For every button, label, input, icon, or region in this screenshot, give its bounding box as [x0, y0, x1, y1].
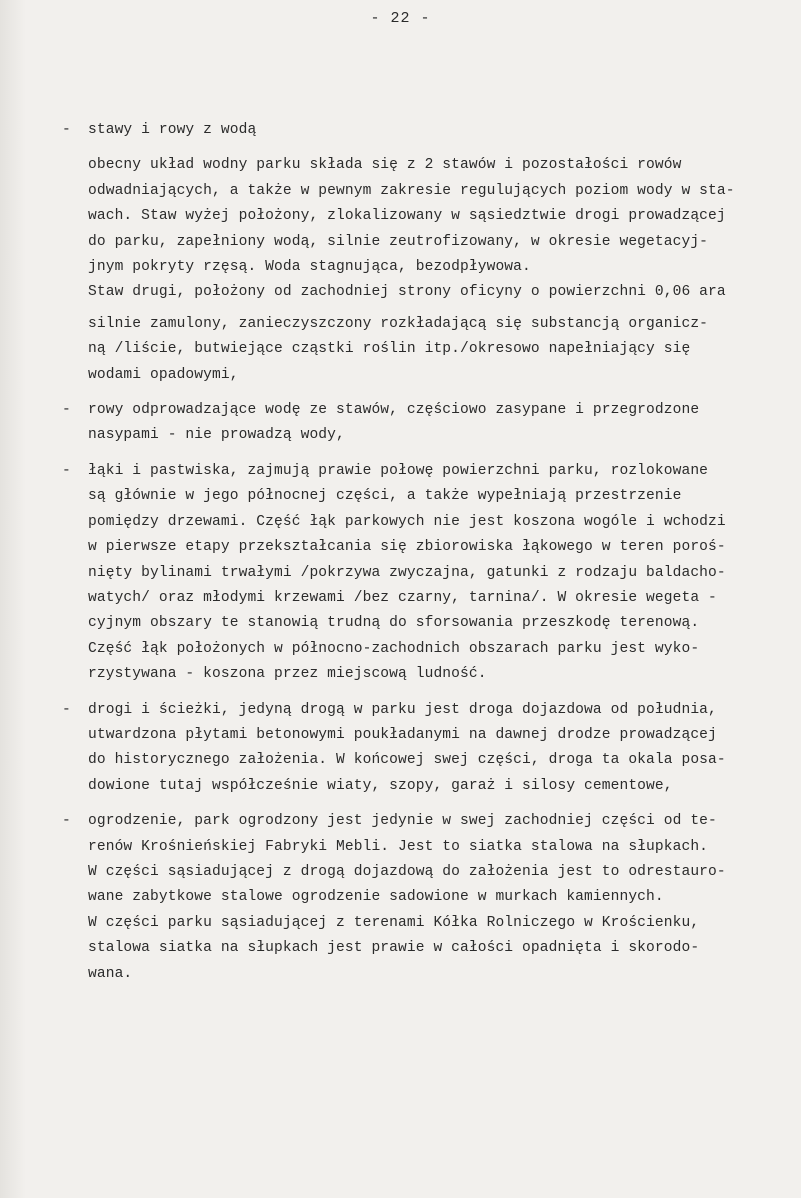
section-ditches	[62, 398, 776, 449]
page-number: - 22 -	[370, 10, 431, 27]
bullet-dash: -	[62, 462, 71, 479]
text-line: obecny układ wodny parku składa się z 2 stawów i pozostałości rowów	[88, 157, 682, 174]
document-body	[62, 118, 776, 987]
text-line: wach. Staw wyżej położony, zlokalizowany w sąsiedztwie drogi prowadzącej	[88, 208, 726, 225]
section-roads	[62, 698, 776, 800]
bullet-dash: -	[62, 813, 71, 830]
text-line: wodami opadowymi,	[88, 366, 239, 383]
section-heading: stawy i rowy z wodą	[88, 122, 257, 138]
section-fence	[62, 809, 776, 987]
text-line: nasypami - nie prowadzą wody,	[88, 427, 345, 444]
text-line: drogi i ścieżki, jedyną drogą w parku jest droga dojazdowa od południa,	[88, 701, 717, 718]
text-line: w pierwsze etapy przekształcania się zbiorowiska łąkowego w teren poroś-	[88, 539, 726, 556]
text-line: wana.	[88, 965, 133, 982]
text-line: Część łąk położonych w północno-zachodnich obszarach parku jest wyko-	[88, 640, 700, 657]
text-line: utwardzona płytami betonowymi poukładanymi na dawnej drodze prowadzącej	[88, 726, 717, 743]
text-line: W części sąsiadującej z drogą dojazdową do założenia jest to odrestauro-	[88, 863, 726, 880]
text-line: nięty bylinami trwałymi /pokrzywa zwyczajna, gatunki z rodzaju baldacho-	[88, 564, 726, 581]
section-ponds	[62, 118, 776, 388]
text-line: watych/ oraz młodymi krzewami /bez czarny, tarnina/. W okresie wegeta -	[88, 589, 717, 606]
text-line: dowione tutaj współcześnie wiaty, szopy, garaż i silosy cementowe,	[88, 777, 673, 794]
text-line: rowy odprowadzające wodę ze stawów, częściowo zasypane i przegrodzone	[88, 402, 700, 419]
text-line: pomiędzy drzewami. Część łąk parkowych nie jest koszona wogóle i wchodzi	[88, 513, 726, 530]
bullet-dash: -	[62, 122, 71, 138]
text-line: łąki i pastwiska, zajmują prawie połowę powierzchni parku, rozlokowane	[88, 462, 709, 479]
bullet-dash: -	[62, 402, 71, 419]
text-line: ogrodzenie, park ogrodzony jest jedynie w swej zachodniej części od te-	[88, 813, 717, 830]
text-line: ną /liście, butwiejące cząstki roślin itp./okresowo napełniający się	[88, 341, 691, 358]
text-line: rzystywana - koszona przez miejscową ludność.	[88, 666, 487, 683]
text-line: silnie zamulony, zanieczyszczony rozkładającą się substancją organicz-	[88, 315, 709, 332]
text-line: wane zabytkowe stalowe ogrodzenie sadowione w murkach kamiennych.	[88, 889, 664, 906]
text-line: są głównie w jego północnej części, a także wypełniają przestrzenie	[88, 488, 682, 505]
text-line: W części parku sąsiadującej z terenami Kółka Rolniczego w Krościenku,	[88, 914, 700, 931]
text-line: odwadniających, a także w pewnym zakresie regulujących poziom wody w sta-	[88, 182, 735, 199]
text-line: do historycznego założenia. W końcowej swej części, droga ta okala posa-	[88, 752, 726, 769]
text-line: stalowa siatka na słupkach jest prawie w całości opadnięta i skorodo-	[88, 940, 700, 957]
page-edge-shadow	[0, 0, 26, 1198]
bullet-dash: -	[62, 701, 71, 718]
section-meadows	[62, 459, 776, 688]
text-line: do parku, zapełniony wodą, silnie zeutrofizowany, w okresie wegetacyj-	[88, 233, 709, 250]
text-line: jnym pokryty rzęsą. Woda stagnująca, bezodpływowa.	[88, 259, 531, 276]
text-line: cyjnym obszary te stanowią trudną do sforsowania przeszkodę terenową.	[88, 615, 700, 632]
text-line: renów Krośnieńskiej Fabryki Mebli. Jest to siatka stalowa na słupkach.	[88, 838, 709, 855]
text-line: Staw drugi, położony od zachodniej strony oficyny o powierzchni 0,06 ara	[88, 284, 726, 301]
